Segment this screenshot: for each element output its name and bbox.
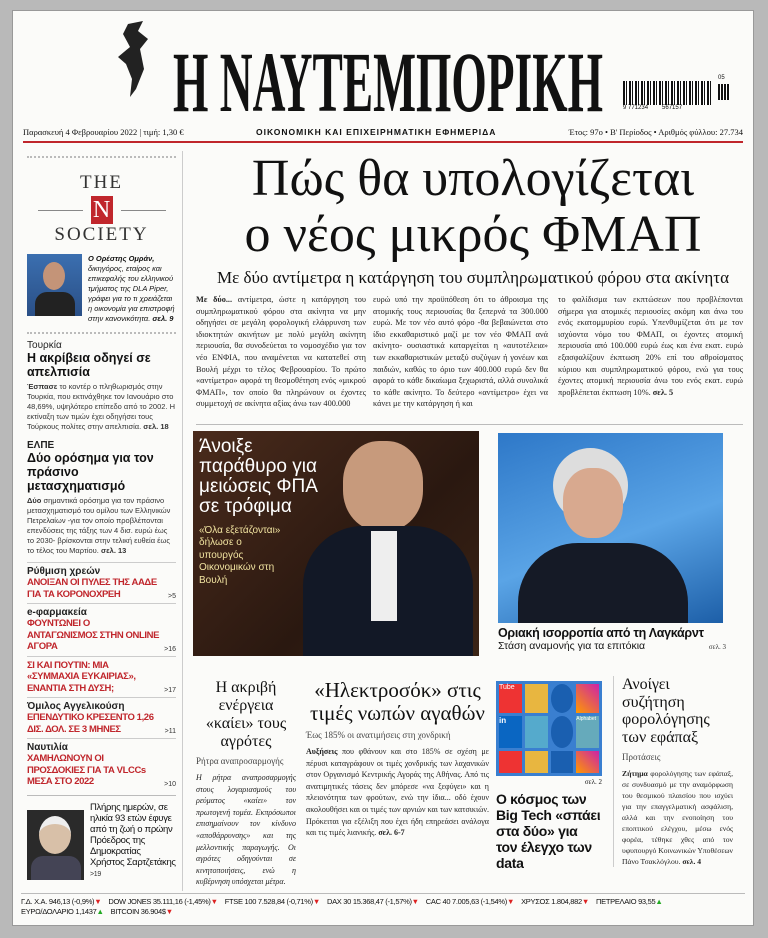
subhead: Έως 185% οι ανατιμήσεις στη χονδρική bbox=[306, 730, 451, 740]
kicker: Όμιλος Αγγελικούση bbox=[27, 701, 125, 712]
page-ref: >19 bbox=[90, 870, 101, 878]
arrow-down-icon: ▼ bbox=[411, 897, 419, 906]
text: φορολόγησης των εφάπαξ, σε συνδυασμό με την αναμόρφωση του θεσμικού πλαισίου που ισχύει για την επαγγελματική ασφάλιση, αλλά και την ενοποίηση του εποπτικού ελέγχου, μέσω ενός φορέα, τέθηκε χθες από τον υφυπουργό Κοινωνικών Υποθέσεων Πάνο Τσακλόγλου. bbox=[622, 769, 733, 866]
lead: Δύο bbox=[27, 496, 42, 505]
arrow-down-icon: ▼ bbox=[506, 897, 515, 906]
headline: Η ακρίβεια οδηγεί σε απελπισία bbox=[27, 351, 151, 379]
lead-headline[interactable] bbox=[198, 151, 748, 263]
obit-text: Πλήρης ημερών, σε ηλικία 93 ετών έφυγε από τη ζωή ο πρώην Πρόεδρος της Δημοκρατίας Χρήστος Σαρτζετάκης bbox=[90, 801, 176, 868]
headline: ΦΟΥΝΤΩΝΕΙ Ο ΑΝΤΑΓΩΝΙΣΜΟΣ ΣΤΗΝ ONLINE ΑΓΟΡΑ bbox=[27, 618, 160, 652]
ticker-value: 36.904$ bbox=[140, 907, 166, 916]
ticker-value: 15.368,47 (-1,57%) bbox=[352, 897, 412, 906]
ticker-item bbox=[596, 897, 662, 906]
page-ref: σελ. 3 bbox=[708, 643, 726, 651]
arrow-down-icon: ▼ bbox=[581, 897, 590, 906]
obituary[interactable] bbox=[27, 802, 176, 880]
arrow-down-icon: ▼ bbox=[312, 897, 320, 906]
arrow-down-icon: ▼ bbox=[210, 897, 218, 906]
lagarde-story[interactable] bbox=[498, 626, 726, 652]
ticker-item bbox=[225, 897, 320, 906]
society-page: σελ. 9 bbox=[152, 314, 174, 323]
barcode-left: 9 771234 bbox=[623, 105, 649, 111]
text: το κοντέρ ο πληθωρισμός στην Τουρκία, που εκτινάχθηκε τον Ιανουάριο στο 48,69%, υψηλότερο επίπεδο από το 2002. Η εκτίναξη των τιμών έχει οδηγήσει τους Τούρκους πολίτες στην απελπισία. bbox=[27, 382, 176, 431]
page-ref: σελ. 5 bbox=[652, 387, 674, 397]
market-ticker bbox=[21, 893, 745, 916]
headline-line-1: Πώς θα υπολογίζεται bbox=[251, 150, 695, 207]
subhead: Προτάσεις bbox=[622, 752, 661, 762]
lagarde-photo[interactable] bbox=[498, 433, 723, 623]
headline: ΕΠΕΝΔΥΤΙΚΟ ΚΡΕΣΕΝΤΟ 1,26 ΔΙΣ. ΔΟΛ. ΣΕ 3 ΜΗΝΕΣ bbox=[27, 712, 154, 735]
masthead bbox=[173, 33, 603, 119]
sidebar-brief[interactable] bbox=[27, 656, 176, 698]
ticker-label: BITCOIN bbox=[110, 907, 139, 916]
society-n-logo: N bbox=[91, 196, 113, 224]
headline: Δύο ορόσημα για τον πράσινο μετασχηματισμό bbox=[27, 451, 154, 493]
lead: Με δύο... bbox=[196, 295, 233, 304]
ticker-item bbox=[426, 897, 514, 906]
lead-column-1 bbox=[196, 294, 366, 410]
electroshock-story[interactable] bbox=[306, 679, 489, 839]
ticker-label: Γ.Δ. Χ.Α. bbox=[21, 897, 48, 906]
kicker: ΕΛΠΕ bbox=[27, 440, 55, 451]
headline: Η ακριβή ενέργεια «καίει» τους αγρότες bbox=[205, 679, 287, 750]
newspaper-front-page bbox=[12, 10, 754, 926]
turkey-story[interactable] bbox=[27, 340, 176, 432]
ticker-item bbox=[108, 897, 217, 906]
social-apps-photo bbox=[496, 681, 602, 776]
vat-headline: Άνοιξε παράθυρο για μειώσεις ΦΠΑ σε τρόφιμα bbox=[199, 436, 317, 517]
lead: Αυξήσεις bbox=[306, 747, 338, 756]
text: Η ρήτρα αναπροσαρμογής στους λογαριασμούς του ρεύματος «καίει» τον πρωτογενή τομέα. Εκπρόσωποι επισημαίνουν τον κίνδυνο «αποθάρρυνσης» και της μελλοντικής παραγωγής. Οι αγρότες οδηγούνται σε κινητοποιήσεις, ενώ η κυβέρνηση υπόσχεται μέτρα. bbox=[196, 773, 296, 887]
kicker: e-φαρμακεία bbox=[27, 607, 87, 618]
ticker-label: ΕΥΡΩ/ΔΟΛΑΡΙΟ bbox=[21, 907, 74, 916]
arrow-up-icon: ▲ bbox=[655, 897, 663, 906]
ticker-value: 946,13 (-0,9%) bbox=[48, 897, 95, 906]
text: το φαλίδισμα των εκπτώσεων που προβλέπονται σήμερα για ατομικές περιουσίες ακόμη και άνω του ενός εκατομμυρίου ευρώ. Υπενθυμίζεται ότι με τον ισχύοντα νόμο του ΦΜΑΠ, οι έχοντες ατομική περιουσία από 100.000 ευρώ έως και ένα εκατ. ευρώ εξασφαλίζουν έκπτωση 20% επί του αθροίσματος κύριου και συμπληρωματικού φόρου, ενώ για τους έχοντες ατομική περιουσία άνω του ενός εκατ. ευρώ προβλέπεται έκπτωση 10%. bbox=[558, 295, 743, 397]
sidebar-brief[interactable] bbox=[27, 603, 176, 656]
headline: «Ηλεκτροσόκ» στις τιμές νωπών αγαθών bbox=[310, 678, 485, 725]
headline-line-2: ο νέος μικρός ΦΜΑΠ bbox=[244, 206, 702, 263]
society-lead: Ο Ορέστης Ομράν, bbox=[88, 254, 155, 263]
ticker-label: DAX 30 bbox=[326, 897, 352, 906]
lead-subhead: Με δύο αντίμετρα η κατάργηση του συμπληρωματικού φόρου στα ακίνητα bbox=[217, 268, 729, 287]
tagline: ΟΙΚΟΝΟΜΙΚΗ ΚΑΙ ΕΠΙΧΕΙΡΗΜΑΤΙΚΗ ΕΦΗΜΕΡΙΔΑ bbox=[255, 127, 497, 137]
youtube-icon: Tube bbox=[499, 684, 522, 713]
hermes-logo-icon bbox=[108, 19, 163, 99]
subhead: Στάση αναμονής για τα επιτόκια bbox=[498, 640, 646, 652]
sartzetakis-photo bbox=[27, 810, 84, 880]
elpe-story[interactable] bbox=[27, 440, 176, 556]
ticker-value: 1.804,882 bbox=[551, 897, 582, 906]
page-ref: >10 bbox=[164, 780, 176, 788]
page-ref: σελ. 4 bbox=[682, 857, 702, 866]
barcode-right: 567157 bbox=[662, 105, 683, 111]
sidebar-brief[interactable] bbox=[27, 697, 176, 738]
lumpsum-story[interactable] bbox=[613, 676, 733, 867]
kicker: Ναυτιλία bbox=[27, 742, 68, 753]
page-ref: >17 bbox=[164, 687, 176, 694]
kicker: Ρύθμιση χρεών bbox=[27, 566, 101, 577]
divider bbox=[23, 141, 743, 143]
ticker-value: 35.111,16 (-1,45%) bbox=[152, 897, 211, 906]
ticker-label: ΠΕΤΡΕΛΑΙΟ bbox=[596, 897, 637, 906]
arrow-down-icon: ▼ bbox=[94, 897, 102, 906]
energy-story[interactable] bbox=[196, 679, 296, 888]
ticker-value: 93,55 bbox=[638, 897, 656, 906]
ticker-item bbox=[521, 897, 589, 906]
headline: Ο κόσμος των Big Tech «σπάει στα δύο» για τον έλεγχο των data bbox=[496, 791, 601, 871]
kicker: Τουρκία bbox=[27, 340, 62, 351]
omran-photo bbox=[27, 254, 82, 316]
ticker-label: ΧΡΥΣΟΣ bbox=[521, 897, 550, 906]
society-label: SOCIETY bbox=[54, 224, 149, 245]
subhead: Ρήτρα αναπροσαρμογής bbox=[196, 756, 284, 766]
date-price: Παρασκευή 4 Φεβρουαρίου 2022 | τιμή: 1,30 € bbox=[23, 127, 184, 137]
ticker-item bbox=[21, 907, 104, 916]
text: που φθάνουν και στο 185% σε σχέση με πέρυσι καταγράφουν οι τιμές χονδρικής των λαχανικών στον Οργανισμό Κεντρικής Αγοράς της Αθήνας. Από τις ανατιμητικές τάσεις δεν μπόρεσε «να ξεφύγει» και η πλειονότητα των φρούτων, ενώ την ίδια... οδό έχουν ακολουθήσει και οι τιμές των αρνιών και των κατσικιών. Πρόκειται για εξέλιξη που έχει ήδη επηρεάσει ανάλογα και τις τιμές λιανικής. bbox=[306, 747, 489, 838]
lead: Ζήτημα bbox=[622, 769, 648, 778]
ticker-label: CAC 40 bbox=[425, 897, 451, 906]
lead-column-2: ευρώ υπό την προϋπόθεση ότι το άθροισμα της ατομικής τους περιουσίας θα ξεπερνά τα 300.000 ευρώ. Με τον νέο αυτό φόρο -θα βεβαιώνεται στο ίδιο εκκαθαριστικό μαζί με τον νέο ΦΜΑΠ ανά ακίνητο- ουσιαστικά καταργείται η «αυτοτέλεια» των εκκαθαριστικών μεταξύ συζύγων ή γονέων και παιδιών, καθώς το όριο των 400.000 ευρώ δεν θα αφορά το κάθε δικαίωμα ξεχωριστά, αλλά συνολικά το κάθε ακίνητο. Το δεύτερο «αντίμετρο» έχει να κάνει με την κατάργηση ή και bbox=[373, 295, 548, 409]
ticker-label: FTSE 100 bbox=[224, 897, 257, 906]
page-ref: >5 bbox=[168, 593, 176, 600]
sidebar bbox=[21, 151, 183, 891]
barcode bbox=[623, 75, 733, 117]
page-ref: σελ. 13 bbox=[100, 546, 127, 555]
ticker-value: 7.528,84 (-0,71%) bbox=[257, 897, 313, 906]
ticker-value: 1,1437 bbox=[75, 907, 97, 916]
page-ref: σελ. 6-7 bbox=[378, 828, 405, 838]
linkedin-icon: in bbox=[499, 716, 522, 747]
page-ref: σελ. 18 bbox=[143, 422, 169, 431]
arrow-up-icon: ▲ bbox=[96, 907, 104, 916]
vat-quote: «Όλα εξετάζονται» bbox=[199, 525, 281, 536]
ticker-label: DOW JONES bbox=[108, 897, 152, 906]
issue-code: 05 bbox=[718, 75, 725, 81]
headline: ΑΝΟΙΞΑΝ ΟΙ ΠΥΛΕΣ ΤΗΣ ΑΑΔΕ ΓΙΑ ΤΑ ΚΟΡΟΝΟΧΡΕΗ bbox=[27, 577, 157, 600]
info-line bbox=[23, 124, 743, 140]
society-text: δικηγόρος, εταίρος και επικεφαλής του ελληνικού τμήματος της DLA Piper, γράφει για το τι χρειάζεται η οικονομία για επιστροφή στην κανονικότητα. bbox=[88, 264, 175, 323]
text: αντίμετρα, ώστε η κατάργηση του συμπληρωματικού φόρου στα ακίνητα να μην οδηγήσει σε μεγάλη φορολογική ελάφρυνση των ιδιοκτητών ακινήτων με πολύ μεγάλη ακίνητη περιουσία, θα συνοδεύεται το νομοσχέδιο για τον νέο ΕΝΦΙΑ, που αναμένεται να κατατεθεί στη Βουλή μέχρι το τέλος Φεβρουαρίου. Το πρώτο «αντίμετρο» αφορά τη θεσμοθέτηση ενός «μικρού ΦΜΑΠ», τον οποίο θα πληρώνουν οι έχοντες συμμετοχή σε ακίνητα αξίας άνω των 400.000 bbox=[196, 295, 366, 409]
vat-story-photo[interactable] bbox=[193, 431, 479, 656]
ticker-item bbox=[327, 897, 419, 906]
ticker-item bbox=[111, 907, 173, 916]
bigtech-story[interactable] bbox=[496, 681, 602, 871]
lead: Έσπασε bbox=[27, 382, 58, 391]
headline: Οριακή ισορροπία από τη Λαγκάρντ bbox=[498, 626, 704, 640]
arrow-down-icon: ▼ bbox=[165, 907, 173, 916]
issue-info: Έτος: 97ο • Β' Περίοδος • Αριθμός φύλλου: 27.734 bbox=[568, 127, 743, 137]
headline: ΣΙ ΚΑΙ ΠΟΥΤΙΝ: ΜΙΑ «ΣΥΜΜΑΧΙΑ ΕΥΚΑΙΡΙΑΣ», ΕΝΑΝΤΙΑ ΣΤΗ ΔΥΣΗ; bbox=[27, 659, 136, 694]
alphabet-icon: Alphabet bbox=[576, 716, 599, 747]
text: σημαντικά ορόσημα για τον πράσινο μετασχηματισμό του ομίλου των Ελληνικών Πετρελαίων -για τον οποίο προβλέπονται επενδύσεις της τάξης των 4 δισ. ευρώ έως το 2030- βρίσκονται στην τελική ευθεία έως το τέλος του Μαρτίου. bbox=[27, 496, 171, 555]
sidebar-brief[interactable] bbox=[27, 562, 176, 603]
society-the: THE bbox=[80, 172, 123, 193]
ticker-item bbox=[21, 897, 101, 906]
masthead-title: Η ΝΑΥΤΕΜΠΟΡΙΚΗ bbox=[173, 34, 603, 119]
lead-column-3 bbox=[558, 294, 743, 398]
page-ref: σελ. 2 bbox=[584, 778, 602, 786]
headline: ΧΑΜΗΛΩΝΟΥΝ ΟΙ ΠΡΟΣΔΟΚΙΕΣ ΓΙΑ ΤΑ VLCCs ΜΕΣΑ ΣΤΟ 2022 bbox=[27, 753, 146, 787]
headline: Ανοίγει συζήτηση φορολόγησης των εφάπαξ bbox=[622, 676, 710, 746]
page-ref: >16 bbox=[164, 645, 176, 653]
page-ref: >11 bbox=[164, 728, 176, 735]
sidebar-brief[interactable] bbox=[27, 738, 176, 791]
vat-caption: δήλωσε ο υπουργός Οικονομικών στη Βουλή bbox=[199, 537, 275, 586]
ticker-value: 7.005,63 (-1,54%) bbox=[452, 897, 507, 906]
